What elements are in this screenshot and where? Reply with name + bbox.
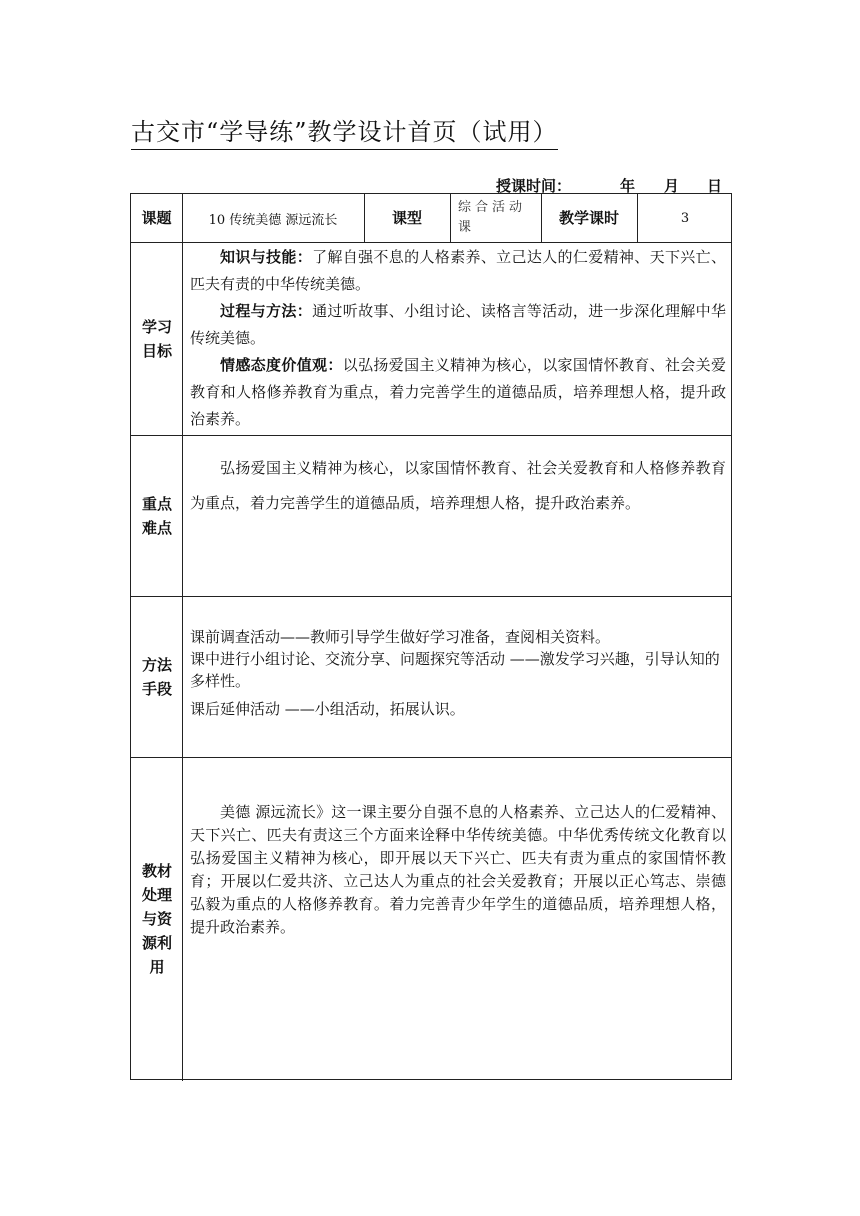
row-divider [131,596,731,597]
type-label: 课型 [391,209,422,227]
knowledge-text: 了解自强不息的人格素养、立己达人的仁爱精神、天下兴亡、匹夫有责的中华传统美德。 [190,248,726,293]
date-label: 授课时间： [496,177,572,195]
key-points-content [190,451,726,591]
knowledge-label: 知识与技能： [220,248,313,266]
topic-value: 10 传统美德 源远流长 [208,212,338,228]
date-month: 月 [664,177,680,195]
method-in-class: 课中进行小组讨论、交流分享、问题探究等活动 ——激发学习兴趣，引导认知的多样性。 [190,650,720,690]
methods-label: 方法手段 [141,655,172,698]
objectives-label: 学习目标 [141,317,172,360]
row-divider [131,757,731,758]
date-year: 年 [620,177,636,195]
process-label: 过程与方法： [220,302,313,320]
row-divider [131,435,731,436]
objective-knowledge [190,244,726,298]
method-before-class: 课前调查活动——教师引导学生做好学习准备，查阅相关资料。 [190,628,611,646]
key-points-label: 重点难点 [141,494,172,537]
materials-label: 教材处理与资源利用 [141,862,172,976]
row-divider [131,242,731,243]
materials-content [190,801,726,1071]
emotion-text: 以弘扬爱国主义精神为核心，以家国情怀教育、社会关爱教育和人格修养教育为重点，着力完善学生的道德品质，培养理想人格，提升政治素养。 [190,356,726,428]
type-value: 综合活动课 [458,200,527,235]
date-day: 日 [707,177,723,195]
methods-content [190,626,726,751]
document-title: 古交市“学导练”教学设计首页（试用） [131,112,558,150]
emotion-label: 情感态度价值观： [220,356,343,374]
key-points-text: 弘扬爱国主义精神为核心，以家国情怀教育、社会关爱教育和人格修养教育为重点，着力完善学生的道德品质，培养理想人格，提升政治素养。 [190,459,726,512]
objectives-content [190,244,726,434]
topic-label: 课题 [141,209,172,227]
materials-text: 美德 源远流长》这一课主要分自强不息的人格素养、立己达人的仁爱精神、天下兴亡、匹夫有责这三个方面来诠释中华传统美德。中华优秀传统文化教育以弘扬爱国主义精神为核心，即开展以天下兴亡、匹夫有责为重点的家国情怀教育；开展以仁爱共济、立己达人为重点的社会关爱教育；开展以正心笃志、崇德弘毅为重点的人格修养教育。着力完善青少年学生的道德品质，培养理想人格，提升政治素养。 [190,803,726,936]
column-divider [450,194,451,242]
objective-process [190,298,726,352]
column-divider [182,194,183,1081]
hours-value: 3 [680,210,690,226]
hours-label: 教学课时 [558,209,619,227]
lesson-plan-table [130,193,732,1080]
method-after-class: 课后延伸活动 ——小组活动，拓展认识。 [190,700,465,718]
process-text: 通过听故事、小组讨论、读格言等活动，进一步深化理解中华传统美德。 [190,302,726,347]
objective-emotion [190,352,726,433]
